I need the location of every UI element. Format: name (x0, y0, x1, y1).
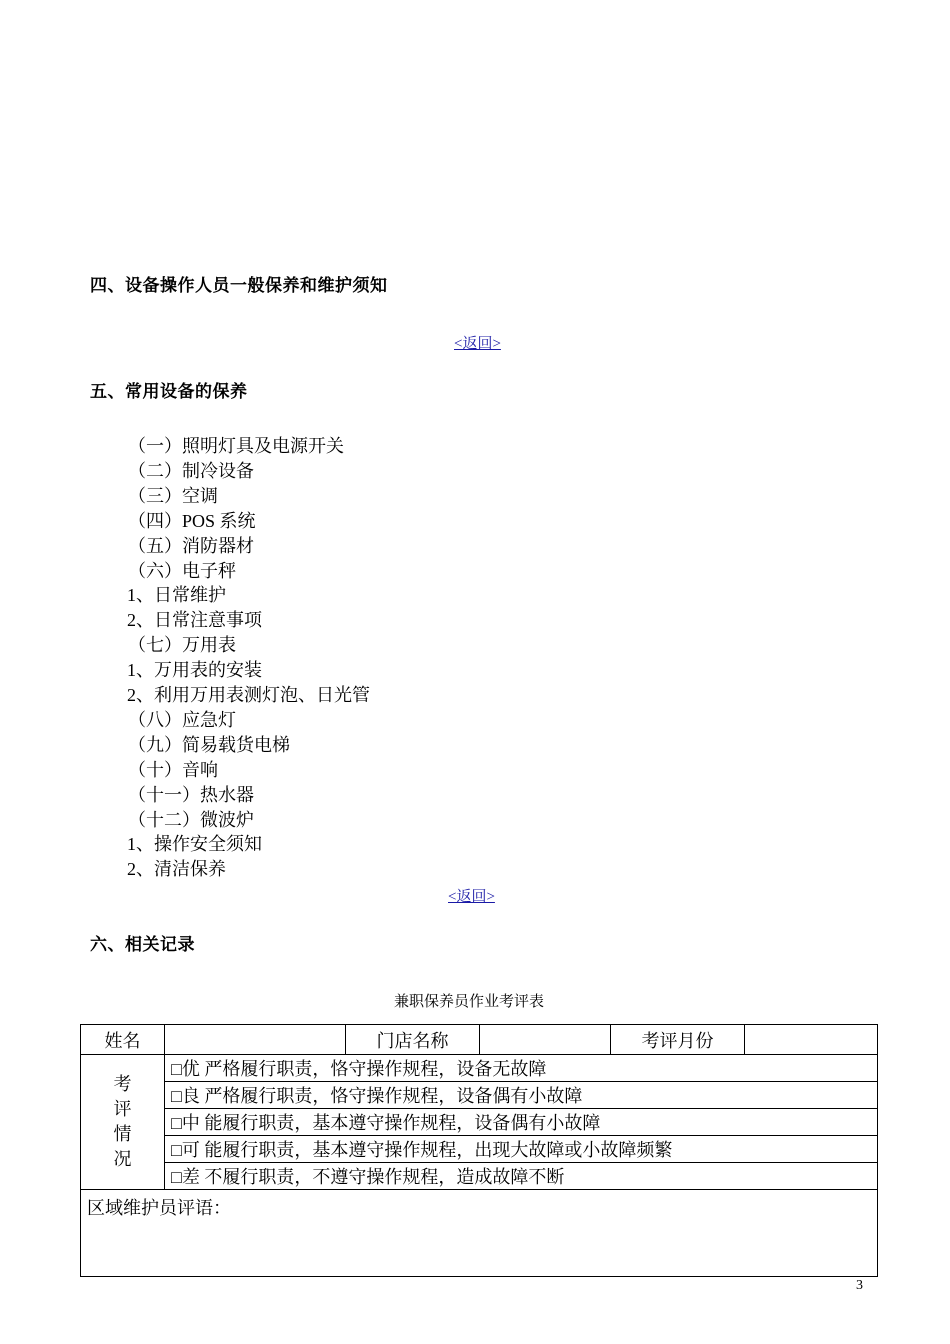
table-row (81, 1109, 878, 1136)
regional-comment-field[interactable]: 区域维护员评语： (81, 1190, 878, 1277)
toc-item: （二）制冷设备 (128, 461, 254, 481)
toc-item: 2、清洁保养 (127, 859, 226, 879)
page-number: 3 (856, 1278, 863, 1293)
toc-item: 2、利用万用表测灯泡、日光管 (127, 685, 370, 705)
toc-item: （九）简易载货电梯 (128, 735, 290, 755)
comment-row (81, 1190, 878, 1277)
toc-item: （五）消防器材 (128, 536, 254, 556)
toc-item: （十）音响 (128, 760, 218, 780)
store-field[interactable] (480, 1025, 611, 1055)
option-excellent[interactable]: □优 严格履行职责，恪守操作规程，设备无故障 (165, 1055, 878, 1082)
option-poor[interactable]: □差 不履行职责，不遵守操作规程，造成故障不断 (165, 1163, 878, 1190)
toc-item: （三）空调 (128, 486, 218, 506)
toc-item: 1、日常维护 (127, 585, 226, 605)
table-caption: 兼职保养员作业考评表 (394, 994, 545, 1010)
month-field[interactable] (745, 1025, 878, 1055)
toc-item: （十一）热水器 (128, 785, 254, 805)
toc-item: 1、操作安全须知 (127, 834, 262, 854)
table-row (81, 1136, 878, 1163)
toc-item: 2、日常注意事项 (127, 610, 262, 630)
evaluation-table (80, 1024, 878, 1277)
back-link-2[interactable]: <返回> (448, 889, 495, 905)
option-average[interactable]: □中 能履行职责，基本遵守操作规程，设备偶有小故障 (165, 1109, 878, 1136)
toc-item: （四）POS 系统 (128, 511, 256, 531)
back-link-1[interactable]: <返回> (454, 336, 501, 352)
toc-item: （一）照明灯具及电源开关 (128, 436, 344, 456)
table-row (81, 1055, 878, 1082)
toc-item: （八）应急灯 (128, 710, 236, 730)
toc-item: （七）万用表 (128, 635, 236, 655)
section-5-heading: 五、常用设备的保养 (90, 382, 248, 401)
section-4-heading: 四、设备操作人员一般保养和维护须知 (90, 276, 388, 295)
section-6-heading: 六、相关记录 (90, 935, 195, 954)
option-pass[interactable]: □可 能履行职责，基本遵守操作规程，出现大故障或小故障频繁 (165, 1136, 878, 1163)
name-label: 姓名 (81, 1025, 165, 1055)
eval-status-label: 考 评 情 况 (81, 1055, 165, 1190)
table-header-row (81, 1025, 878, 1055)
store-label: 门店名称 (346, 1025, 480, 1055)
month-label: 考评月份 (611, 1025, 745, 1055)
table-row (81, 1082, 878, 1109)
toc-item: 1、万用表的安装 (127, 660, 262, 680)
toc-item: （六）电子秤 (128, 561, 236, 581)
toc-item: （十二）微波炉 (128, 810, 254, 830)
name-field[interactable] (165, 1025, 346, 1055)
option-good[interactable]: □良 严格履行职责，恪守操作规程，设备偶有小故障 (165, 1082, 878, 1109)
table-row (81, 1163, 878, 1190)
